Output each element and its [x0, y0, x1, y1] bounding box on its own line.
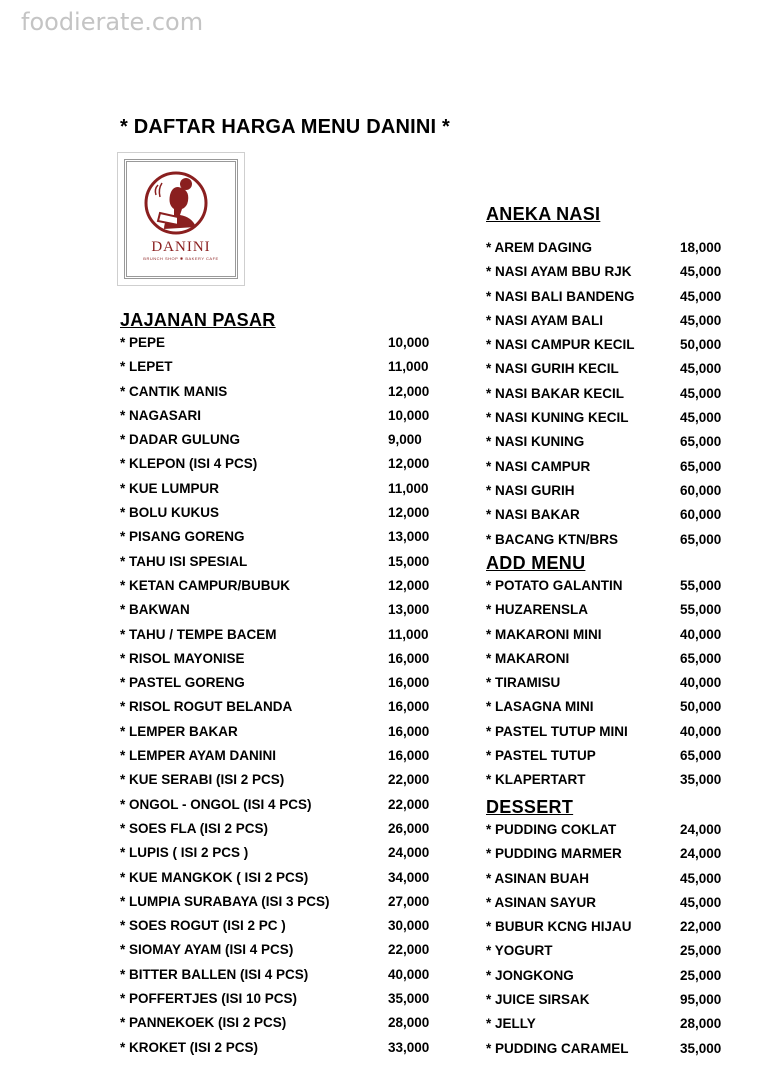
menu-item-name: * TAHU ISI SPESIAL — [120, 553, 248, 569]
woman-reading-icon — [134, 167, 218, 237]
menu-item-name: * NASI BAKAR — [486, 507, 580, 523]
menu-item-name: * AREM DAGING — [486, 240, 593, 255]
menu-item — [120, 574, 430, 598]
menu-item-price: 95,000 — [680, 992, 722, 1008]
menu-item-name: * BAKWAN — [120, 602, 190, 618]
menu-item — [486, 939, 722, 963]
menu-item-price: 16,000 — [388, 699, 430, 715]
section-aneka-nasi — [486, 203, 722, 552]
menu-item-name: * NASI AYAM BALI — [486, 312, 604, 328]
menu-item-name: * TAHU / TEMPE BACEM — [120, 626, 277, 642]
menu-item-price: 16,000 — [388, 723, 430, 739]
menu-item-price: 9,000 — [388, 432, 422, 448]
danini-logo — [117, 152, 245, 286]
menu-item-price: 22,000 — [388, 772, 430, 788]
menu-item-price: 24,000 — [680, 846, 722, 862]
menu-item — [120, 647, 430, 671]
menu-item — [486, 309, 722, 333]
menu-item-name: * TIRAMISU — [486, 675, 561, 691]
menu-item-name: * ONGOL - ONGOL (ISI 4 PCS) — [120, 796, 312, 812]
menu-item-name: * LUPIS ( ISI 2 PCS ) — [120, 845, 249, 861]
menu-item-price: 65,000 — [680, 434, 722, 450]
menu-item-name: * HUZARENSLA — [486, 602, 589, 618]
menu-item-price: 12,000 — [388, 505, 430, 521]
menu-item — [120, 1036, 430, 1060]
menu-item-price: 55,000 — [680, 602, 722, 618]
menu-item-price: 16,000 — [388, 748, 430, 764]
menu-item-price: 34,000 — [388, 869, 430, 885]
menu-item-name: * SOES FLA (ISI 2 PCS) — [120, 820, 269, 836]
menu-item-name: * NASI BALI BANDENG — [486, 288, 635, 304]
menu-item — [120, 890, 430, 914]
menu-item — [120, 477, 429, 501]
menu-item-price: 45,000 — [680, 410, 722, 426]
menu-item-price: 65,000 — [680, 748, 722, 764]
menu-item — [120, 720, 430, 744]
menu-item-name: * LEMPER AYAM DANINI — [120, 748, 277, 764]
menu-item-price: 40,000 — [680, 675, 722, 691]
menu-item-name: * PASTEL GORENG — [120, 675, 245, 691]
menu-item-price: 27,000 — [388, 893, 430, 909]
menu-item-name: * PUDDING MARMER — [486, 846, 622, 862]
section-title: ADD MENU — [486, 553, 586, 573]
menu-item-name: * MAKARONI MINI — [486, 626, 602, 642]
menu-item-name: * MAKARONI — [486, 650, 570, 666]
menu-item — [120, 452, 430, 476]
menu-item-name: * LEPET — [120, 359, 173, 375]
menu-item-price: 45,000 — [680, 894, 722, 910]
menu-item-name: * JUICE SIRSAK — [486, 992, 590, 1008]
menu-item — [486, 867, 722, 891]
menu-item-price: 45,000 — [680, 870, 722, 886]
menu-item-name: * NASI BAKAR KECIL — [486, 385, 625, 401]
menu-item-name: * ASINAN BUAH — [486, 870, 590, 886]
menu-item-name: * PANNEKOEK (ISI 2 PCS) — [120, 1015, 287, 1031]
menu-item-name: * LUMPIA SURABAYA (ISI 3 PCS) — [120, 893, 330, 909]
menu-item-name: * NASI GURIH — [486, 482, 575, 498]
menu-item — [120, 938, 430, 962]
menu-item-name: * BOLU KUKUS — [120, 505, 220, 521]
menu-item — [486, 260, 722, 284]
menu-item-price: 22,000 — [388, 942, 430, 958]
menu-item — [486, 1012, 722, 1036]
menu-item-name: * PASTEL TUTUP MINI — [486, 723, 628, 739]
menu-item-price: 28,000 — [680, 1016, 722, 1032]
menu-item — [486, 285, 722, 309]
menu-item-name: * SIOMAY AYAM (ISI 4 PCS) — [120, 942, 294, 958]
logo-tagline: BRUNCH SHOP ✱ BAKERY CAFE — [143, 256, 219, 261]
menu-item — [120, 1011, 430, 1035]
menu-item — [120, 963, 430, 987]
menu-item-price: 65,000 — [680, 650, 722, 666]
menu-item-price: 65,000 — [680, 531, 722, 547]
menu-item — [486, 333, 722, 357]
menu-item — [486, 430, 722, 454]
menu-item — [486, 382, 722, 406]
menu-item-name: * POTATO GALANTIN — [486, 578, 623, 593]
menu-item — [486, 671, 722, 695]
menu-item-price: 60,000 — [680, 507, 722, 523]
menu-item-price: 35,000 — [680, 772, 722, 788]
menu-item-name: * NASI AYAM BBU RJK — [486, 264, 632, 280]
menu-list — [120, 331, 430, 1060]
section-title: JAJANAN PASAR — [120, 310, 276, 330]
menu-item-price: 30,000 — [388, 918, 430, 934]
menu-item-price: 60,000 — [680, 482, 722, 498]
menu-item — [120, 841, 430, 865]
menu-item — [486, 598, 722, 622]
menu-item-price: 45,000 — [680, 385, 722, 401]
menu-item-name: * LEMPER BAKAR — [120, 723, 238, 739]
menu-item-price: 28,000 — [388, 1015, 430, 1031]
menu-item-name: * NAGASARI — [120, 407, 202, 423]
menu-item-price: 12,000 — [388, 456, 430, 472]
menu-item — [486, 503, 722, 527]
menu-item-name: * KROKET (ISI 2 PCS) — [120, 1039, 259, 1055]
menu-item — [486, 528, 722, 552]
menu-item — [486, 357, 722, 381]
menu-item-name: * SOES ROGUT (ISI 2 PC ) — [120, 918, 286, 934]
menu-item-name: * PEPE — [120, 335, 166, 350]
menu-item-name: * RISOL ROGUT BELANDA — [120, 699, 293, 715]
menu-item-name: * BACANG KTN/BRS — [486, 531, 619, 547]
menu-item-name: * KUE SERABI (ISI 2 PCS) — [120, 772, 285, 788]
menu-item-name: * JELLY — [486, 1016, 536, 1032]
menu-item-price: 40,000 — [680, 626, 722, 642]
menu-item-price: 26,000 — [388, 820, 430, 836]
menu-item-price: 10,000 — [388, 335, 430, 350]
menu-item — [486, 574, 722, 598]
menu-item-price: 22,000 — [388, 796, 430, 812]
menu-item — [486, 768, 722, 792]
menu-item — [120, 550, 430, 574]
menu-item-name: * CANTIK MANIS — [120, 383, 228, 399]
menu-item — [486, 988, 722, 1012]
menu-item — [120, 744, 430, 768]
menu-item-price: 40,000 — [388, 966, 430, 982]
menu-item-name: * PISANG GORENG — [120, 529, 245, 545]
menu-item — [486, 455, 722, 479]
menu-item-price: 16,000 — [388, 675, 430, 691]
menu-item — [120, 428, 422, 452]
menu-item-price: 11,000 — [388, 359, 429, 375]
menu-item-name: * YOGURT — [486, 943, 553, 959]
menu-item-price: 55,000 — [680, 578, 722, 593]
menu-item — [120, 987, 430, 1011]
menu-item-price: 25,000 — [680, 967, 722, 983]
menu-item-price: 50,000 — [680, 699, 722, 715]
menu-item-price: 33,000 — [388, 1039, 430, 1055]
menu-item-name: * BITTER BALLEN (ISI 4 PCS) — [120, 966, 309, 982]
menu-item-name: * NASI CAMPUR — [486, 458, 591, 474]
menu-item — [120, 525, 430, 549]
menu-item-name: * JONGKONG — [486, 967, 574, 983]
menu-item — [120, 598, 430, 622]
menu-item-price: 13,000 — [388, 602, 430, 618]
menu-item — [486, 744, 722, 768]
menu-item-name: * KUE MANGKOK ( ISI 2 PCS) — [120, 869, 309, 885]
menu-item — [486, 695, 722, 719]
menu-item-price: 11,000 — [388, 626, 429, 642]
menu-item — [120, 331, 430, 355]
menu-item — [120, 355, 429, 379]
menu-item — [486, 236, 722, 260]
menu-item-price: 35,000 — [388, 991, 430, 1007]
menu-item — [486, 479, 722, 503]
menu-item — [120, 671, 430, 695]
menu-item — [486, 623, 722, 647]
menu-item-price: 45,000 — [680, 361, 722, 377]
menu-item-price: 11,000 — [388, 480, 429, 496]
menu-item-name: * KETAN CAMPUR/BUBUK — [120, 577, 290, 593]
menu-item — [120, 380, 430, 404]
menu-item-name: * NASI KUNING KECIL — [486, 410, 629, 426]
menu-item-price: 25,000 — [680, 943, 722, 959]
menu-item — [486, 720, 722, 744]
menu-item — [486, 964, 722, 988]
menu-item-name: * BUBUR KCNG HIJAU — [486, 919, 632, 935]
menu-item-name: * RISOL MAYONISE — [120, 650, 245, 666]
menu-item-price: 45,000 — [680, 264, 722, 280]
menu-item — [486, 647, 722, 671]
menu-item — [486, 818, 722, 842]
menu-item — [120, 768, 430, 792]
menu-item — [486, 842, 722, 866]
menu-item-price: 45,000 — [680, 312, 722, 328]
menu-list — [486, 236, 722, 552]
section-add-menu — [486, 552, 722, 793]
menu-item-name: * LASAGNA MINI — [486, 699, 594, 715]
menu-item — [120, 404, 430, 428]
menu-item — [120, 817, 430, 841]
menu-item — [486, 891, 722, 915]
logo-brand: DANINI — [151, 239, 211, 255]
menu-item-price: 13,000 — [388, 529, 430, 545]
menu-item — [486, 915, 722, 939]
menu-item-price: 22,000 — [680, 919, 722, 935]
section-title: ANEKA NASI — [486, 204, 601, 224]
menu-item-price: 24,000 — [388, 845, 430, 861]
menu-item — [120, 866, 430, 890]
menu-item-price: 10,000 — [388, 407, 430, 423]
menu-item-name: * NASI GURIH KECIL — [486, 361, 619, 377]
menu-list — [486, 818, 722, 1061]
menu-item-name: * ASINAN SAYUR — [486, 894, 597, 910]
menu-item-name: * PUDDING COKLAT — [486, 822, 617, 837]
menu-item-price: 35,000 — [680, 1040, 722, 1056]
menu-item-name: * POFFERTJES (ISI 10 PCS) — [120, 991, 298, 1007]
menu-list — [486, 574, 722, 793]
section-dessert — [486, 796, 722, 1061]
menu-item — [120, 623, 429, 647]
menu-item — [120, 501, 430, 525]
menu-item-price: 65,000 — [680, 458, 722, 474]
menu-item-name: * DADAR GULUNG — [120, 432, 240, 448]
menu-item-name: * NASI KUNING — [486, 434, 585, 450]
menu-item-name: * KUE LUMPUR — [120, 480, 220, 496]
menu-item-price: 12,000 — [388, 577, 430, 593]
menu-item-price: 12,000 — [388, 383, 430, 399]
watermark: foodierate.com — [21, 8, 204, 36]
menu-item-price: 45,000 — [680, 288, 722, 304]
menu-item-name: * KLAPERTART — [486, 772, 586, 788]
menu-item-price: 50,000 — [680, 337, 722, 353]
menu-item-price: 40,000 — [680, 723, 722, 739]
menu-item-name: * NASI CAMPUR KECIL — [486, 337, 635, 353]
menu-item — [486, 1037, 722, 1061]
menu-item — [120, 914, 430, 938]
section-title: DESSERT — [486, 797, 574, 817]
menu-item-price: 18,000 — [680, 240, 722, 255]
menu-item — [486, 406, 722, 430]
section-jajanan-pasar — [120, 309, 430, 1060]
menu-item-name: * PASTEL TUTUP — [486, 748, 596, 764]
menu-item — [120, 793, 430, 817]
menu-item-name: * KLEPON (ISI 4 PCS) — [120, 456, 258, 472]
menu-item-price: 15,000 — [388, 553, 430, 569]
menu-item-name: * PUDDING CARAMEL — [486, 1040, 629, 1056]
menu-item-price: 16,000 — [388, 650, 430, 666]
menu-item-price: 24,000 — [680, 822, 722, 837]
menu-item — [120, 695, 430, 719]
page-title: * DAFTAR HARGA MENU DANINI * — [120, 116, 451, 138]
